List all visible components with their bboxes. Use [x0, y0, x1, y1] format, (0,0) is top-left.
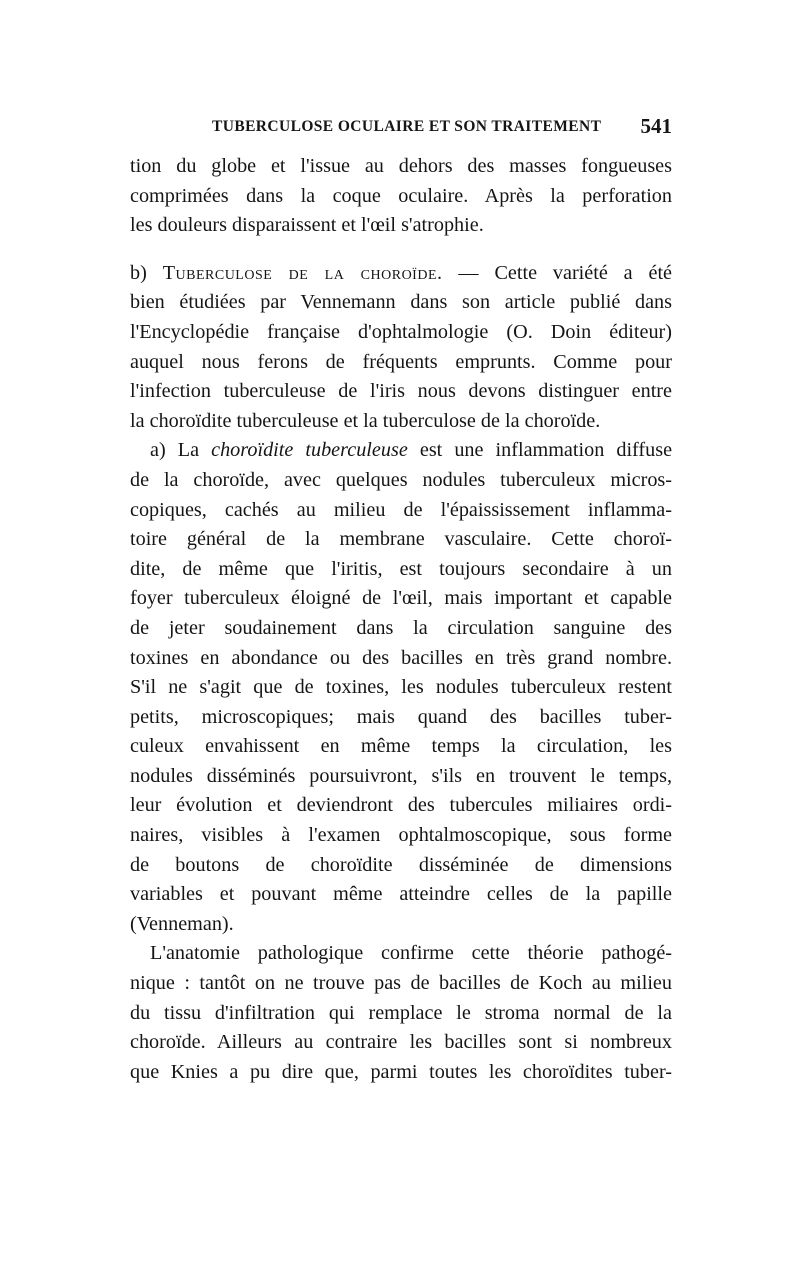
paragraph-3: [130, 436, 672, 939]
text-line: foyer tuberculeux éloigné de l'œil, mais important et capable: [130, 587, 672, 610]
text-line: la choroïdite tuberculeuse et la tuberculose de la choroïde.: [130, 409, 601, 432]
text-line: naires, visibles à l'examen ophtalmoscopique, sous forme: [130, 824, 672, 847]
text-line: de boutons de choroïdite disséminée de dimensions: [130, 853, 672, 876]
text-line: dite, de même que l'iritis, est toujours secondaire à un: [130, 557, 672, 580]
paragraph-1: [130, 152, 672, 241]
text-line: du tissu d'infiltration qui remplace le stroma normal de la: [130, 1001, 672, 1024]
body-text: [130, 152, 672, 1087]
text-line: toxines en abondance ou des bacilles en très grand nombre.: [130, 646, 672, 669]
running-title: TUBERCULOSE OCULAIRE ET SON TRAITEMENT: [212, 118, 602, 135]
paragraph-4: [130, 939, 672, 1087]
lead-word: La: [177, 439, 200, 462]
paragraph-spacer: [130, 241, 672, 259]
text-line: nique : tantôt on ne trouve pas de bacilles de Koch au milieu: [130, 972, 672, 995]
running-head: [130, 114, 672, 140]
section-marker: b): [130, 261, 147, 284]
text-line: petits, microscopiques; mais quand des bacilles tuber-: [130, 705, 672, 728]
text-line: de la choroïde, avec quelques nodules tuberculeux micros-: [130, 468, 672, 491]
text-line: [130, 436, 672, 466]
text-line: bien étudiées par Vennemann dans son article publié dans: [130, 291, 672, 314]
text-line: les douleurs disparaissent et l'œil s'atrophie.: [130, 214, 484, 237]
text-line: l'Encyclopédie française d'ophtalmologie (O. Doin éditeur): [130, 320, 672, 343]
text-line: auquel nous ferons de fréquents emprunts. Comme pour: [130, 350, 672, 373]
text-line: S'il ne s'agit que de toxines, les nodules tuberculeux restent: [130, 676, 672, 699]
text-line: leur évolution et deviendront des tubercules miliaires ordi-: [130, 794, 672, 817]
text-line: tion du globe et l'issue au dehors des masses fongueuses: [130, 155, 672, 177]
heading-line-rest: — Cette variété a été: [458, 261, 673, 284]
page-number: 541: [640, 114, 672, 138]
text-line: comprimées dans la coque oculaire. Après la perforation: [130, 184, 672, 207]
subsection-marker: a): [150, 439, 166, 462]
text-line: culeux envahissent en même temps la circulation, les: [130, 735, 672, 758]
italic-term: choroïdite tuberculeuse: [211, 439, 408, 462]
text-line: variables et pouvant même atteindre celles de la papille: [130, 883, 672, 906]
text-line: L'anatomie pathologique confirme cette théorie pathogé-: [150, 942, 672, 965]
text-line: choroïde. Ailleurs au contraire les bacilles sont si nombreux: [130, 1031, 672, 1054]
term-line-rest: est une inflammation diffuse: [419, 439, 673, 462]
text-line: nodules disséminés poursuivront, s'ils en trouvent le temps,: [130, 764, 672, 787]
text-line: copiques, cachés au milieu de l'épaississement inflamma-: [130, 498, 672, 521]
text-line: que Knies a pu dire que, parmi toutes les choroïdites tuber-: [130, 1060, 672, 1083]
paragraph-2: [130, 259, 672, 437]
text-line: l'infection tuberculeuse de l'iris nous devons distinguer entre: [130, 380, 672, 403]
text-line: toire général de la membrane vasculaire. Cette choroï-: [130, 528, 672, 551]
text-line: de jeter soudainement dans la circulation sanguine des: [130, 616, 672, 639]
section-heading: Tuberculose de la choroïde.: [162, 261, 443, 284]
text-line: (Venneman).: [130, 912, 234, 935]
text-line: [130, 259, 672, 289]
